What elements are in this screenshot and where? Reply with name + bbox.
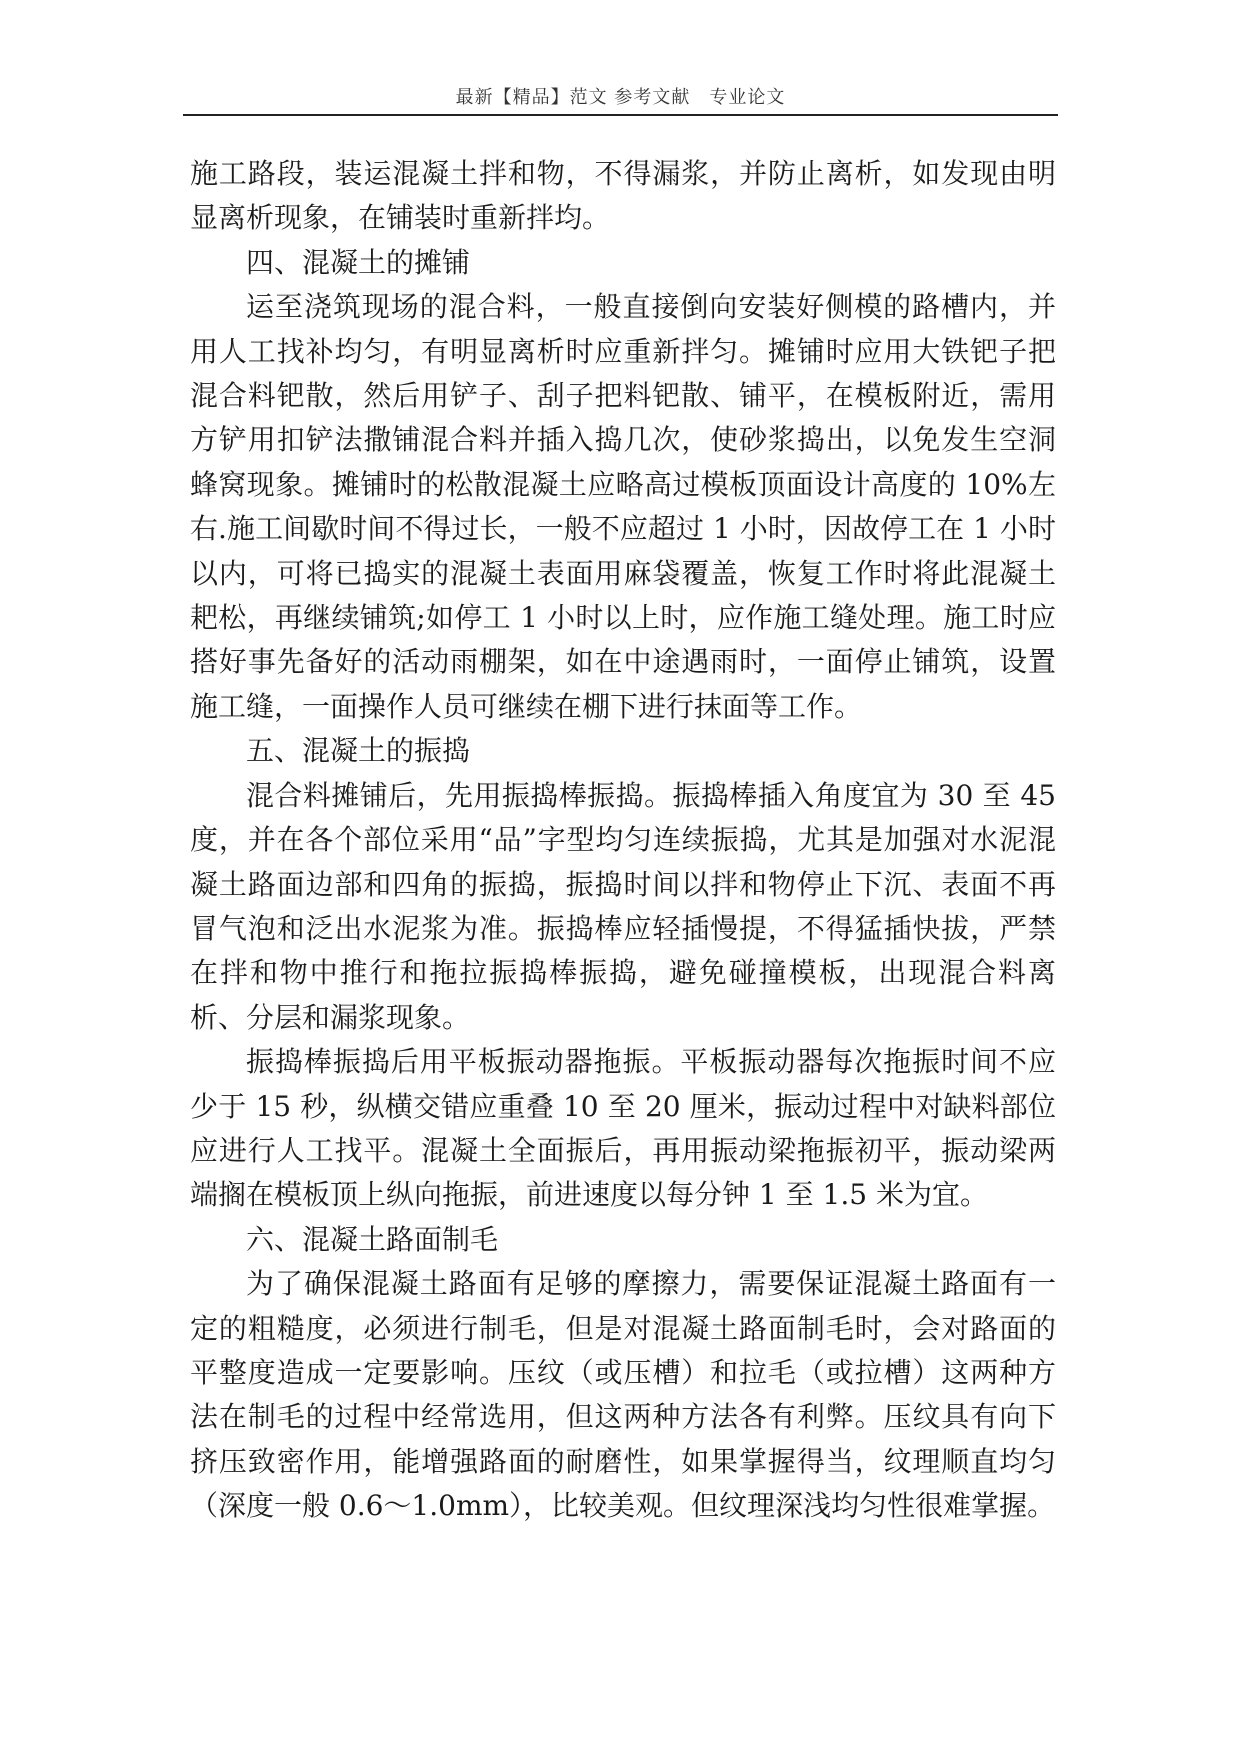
header-divider xyxy=(183,114,1058,116)
paragraph-continuation: 施工路段，装运混凝土拌和物，不得漏浆，并防止离析，如发现由明显离析现象，在铺装时重新拌均。 xyxy=(190,157,1056,235)
page-header: 最新【精品】范文 参考文献 专业论文 xyxy=(455,87,786,108)
section-heading-paving: 四、混凝土的摊铺 xyxy=(246,245,471,279)
paragraph-roughening: 为了确保混凝土路面有足够的摩擦力，需要保证混凝土路面有一定的粗糙度，必须进行制毛，但是对混凝土路面制毛时，会对路面的平整度造成一定要影响。压纹（或压槽）和拉毛（或拉槽）这两种方法在制毛的过程中经常选用，但这两种方法各有利弊。压纹具有向下挤压致密作用，能增强路面的耐磨性，如果掌握得当，纹理顺直均匀（深度一般 0.6～1.0mm），比较美观。但纹理深浅均匀性很难掌握。 xyxy=(190,1267,1056,1523)
paragraph-vibration: 混合料摊铺后，先用振捣棒振捣。振捣棒插入角度宜为 30 至 45 度，并在各个部位采用“品”字型均匀连续振捣，尤其是加强对水泥混凝土路面边部和四角的振捣，振捣时间以拌和物停止下沉、表面不再冒气泡和泛出水泥浆为准。振捣棒应轻插慢提，不得猛插快拔，严禁在拌和物中推行和拖拉振捣棒振捣，避免碰撞模板，出现混合料离析、分层和漏浆现象。 xyxy=(190,778,1056,1034)
paragraph-paving: 运至浇筑现场的混合料，一般直接倒向安装好侧模的路槽内，并用人工找补均匀，有明显离析时应重新拌匀。摊铺时应用大铁钯子把混合料钯散，然后用铲子、刮子把料钯散、铺平，在模板附近，需用方铲用扣铲法撒铺混合料并插入捣几次，使砂浆捣出，以免发生空洞蜂窝现象。摊铺时的松散混凝土应略高过模板顶面设计高度的 10%左右.施工间歇时间不得过长，一般不应超过 1 小时，因故停工在 1 小时以内，可将已捣实的混凝土表面用麻袋覆盖，恢复工作时将此混凝土耙松，再继续铺筑;如停工 1 小时以上时，应作施工缝处理。施工时应搭好事先备好的活动雨棚架，如在中途遇雨时，一面停止铺筑，设置施工缝，一面操作人员可继续在棚下进行抹面等工作。 xyxy=(190,290,1056,723)
section-heading-roughening: 六、混凝土路面制毛 xyxy=(246,1222,499,1256)
section-heading-vibration: 五、混凝土的振捣 xyxy=(246,734,471,768)
paragraph-plate-vibrator: 振捣棒振捣后用平板振动器拖振。平板振动器每次拖振时间不应少于 15 秒，纵横交错应重叠 10 至 20 厘米，振动过程中对缺料部位应进行人工找平。混凝土全面振后，再用振动梁拖振初平，振动梁两端搁在模板顶上纵向拖振，前进速度以每分钟 1 至 1.5 米为宜。 xyxy=(190,1045,1056,1212)
document-body xyxy=(190,152,1056,1529)
